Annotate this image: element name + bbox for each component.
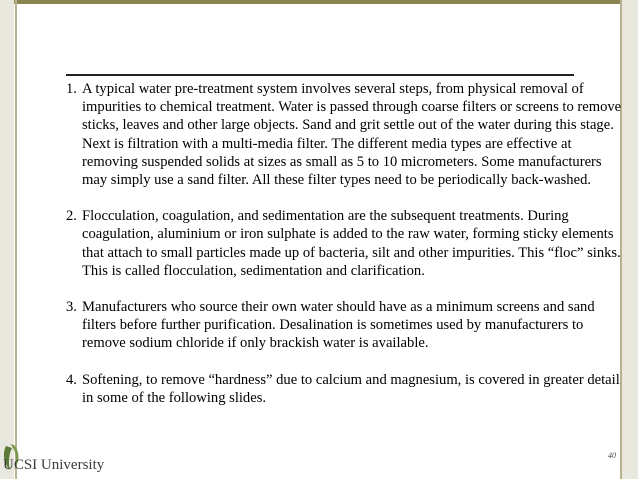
university-logo-text: UCSI University: [3, 457, 105, 473]
frame-left-line: [15, 0, 17, 479]
list-item: [66, 80, 622, 189]
list-item-number: 4.: [66, 371, 77, 388]
frame-top-border: [0, 0, 638, 4]
title-underline: [66, 74, 574, 76]
frame-left-border: [0, 0, 14, 479]
list-item-text: Flocculation, coagulation, and sedimentation are the subsequent treatments. During coagulation, aluminium or iron sulphate is added to the raw water, forming sticky elements that attach to small particles made up of bacteria, silt and other impurities. This “floc” sinks. This is called flocculation, sedimentation and clarification.: [82, 208, 621, 279]
frame-right-border: [622, 0, 638, 479]
list-item: [66, 298, 622, 353]
list-item: [66, 371, 622, 407]
list-item-text: Softening, to remove “hardness” due to calcium and magnesium, is covered in greater detail in some of the following slides.: [82, 371, 620, 406]
list-item-number: 2.: [66, 208, 77, 225]
list-item: [66, 207, 622, 280]
list-item-text: Manufacturers who source their own water should have as a minimum screens and sand filters before further purification. Desalination is sometimes used by manufacturers to remove sodium chloride if only brackish water is available.: [82, 299, 595, 352]
list-item-number: 3.: [66, 299, 77, 316]
list-item-text: A typical water pre-treatment system involves several steps, from physical removal of impurities to chemical treatment. Water is passed through coarse filters or screens to remove sticks, leaves and other large objects. Sand and grit settle out of the water during this stage. Next is filtration with a multi-media filter. The different media types are effective at removing suspended solids at sizes as small as 5 to 10 micrometers. Some manufacturers may simply use a sand filter. All these filter types need to be periodically back-washed.: [82, 81, 622, 189]
page-number: 40: [608, 451, 616, 460]
list-item-number: 1.: [66, 81, 77, 97]
slide-body: [66, 80, 622, 407]
